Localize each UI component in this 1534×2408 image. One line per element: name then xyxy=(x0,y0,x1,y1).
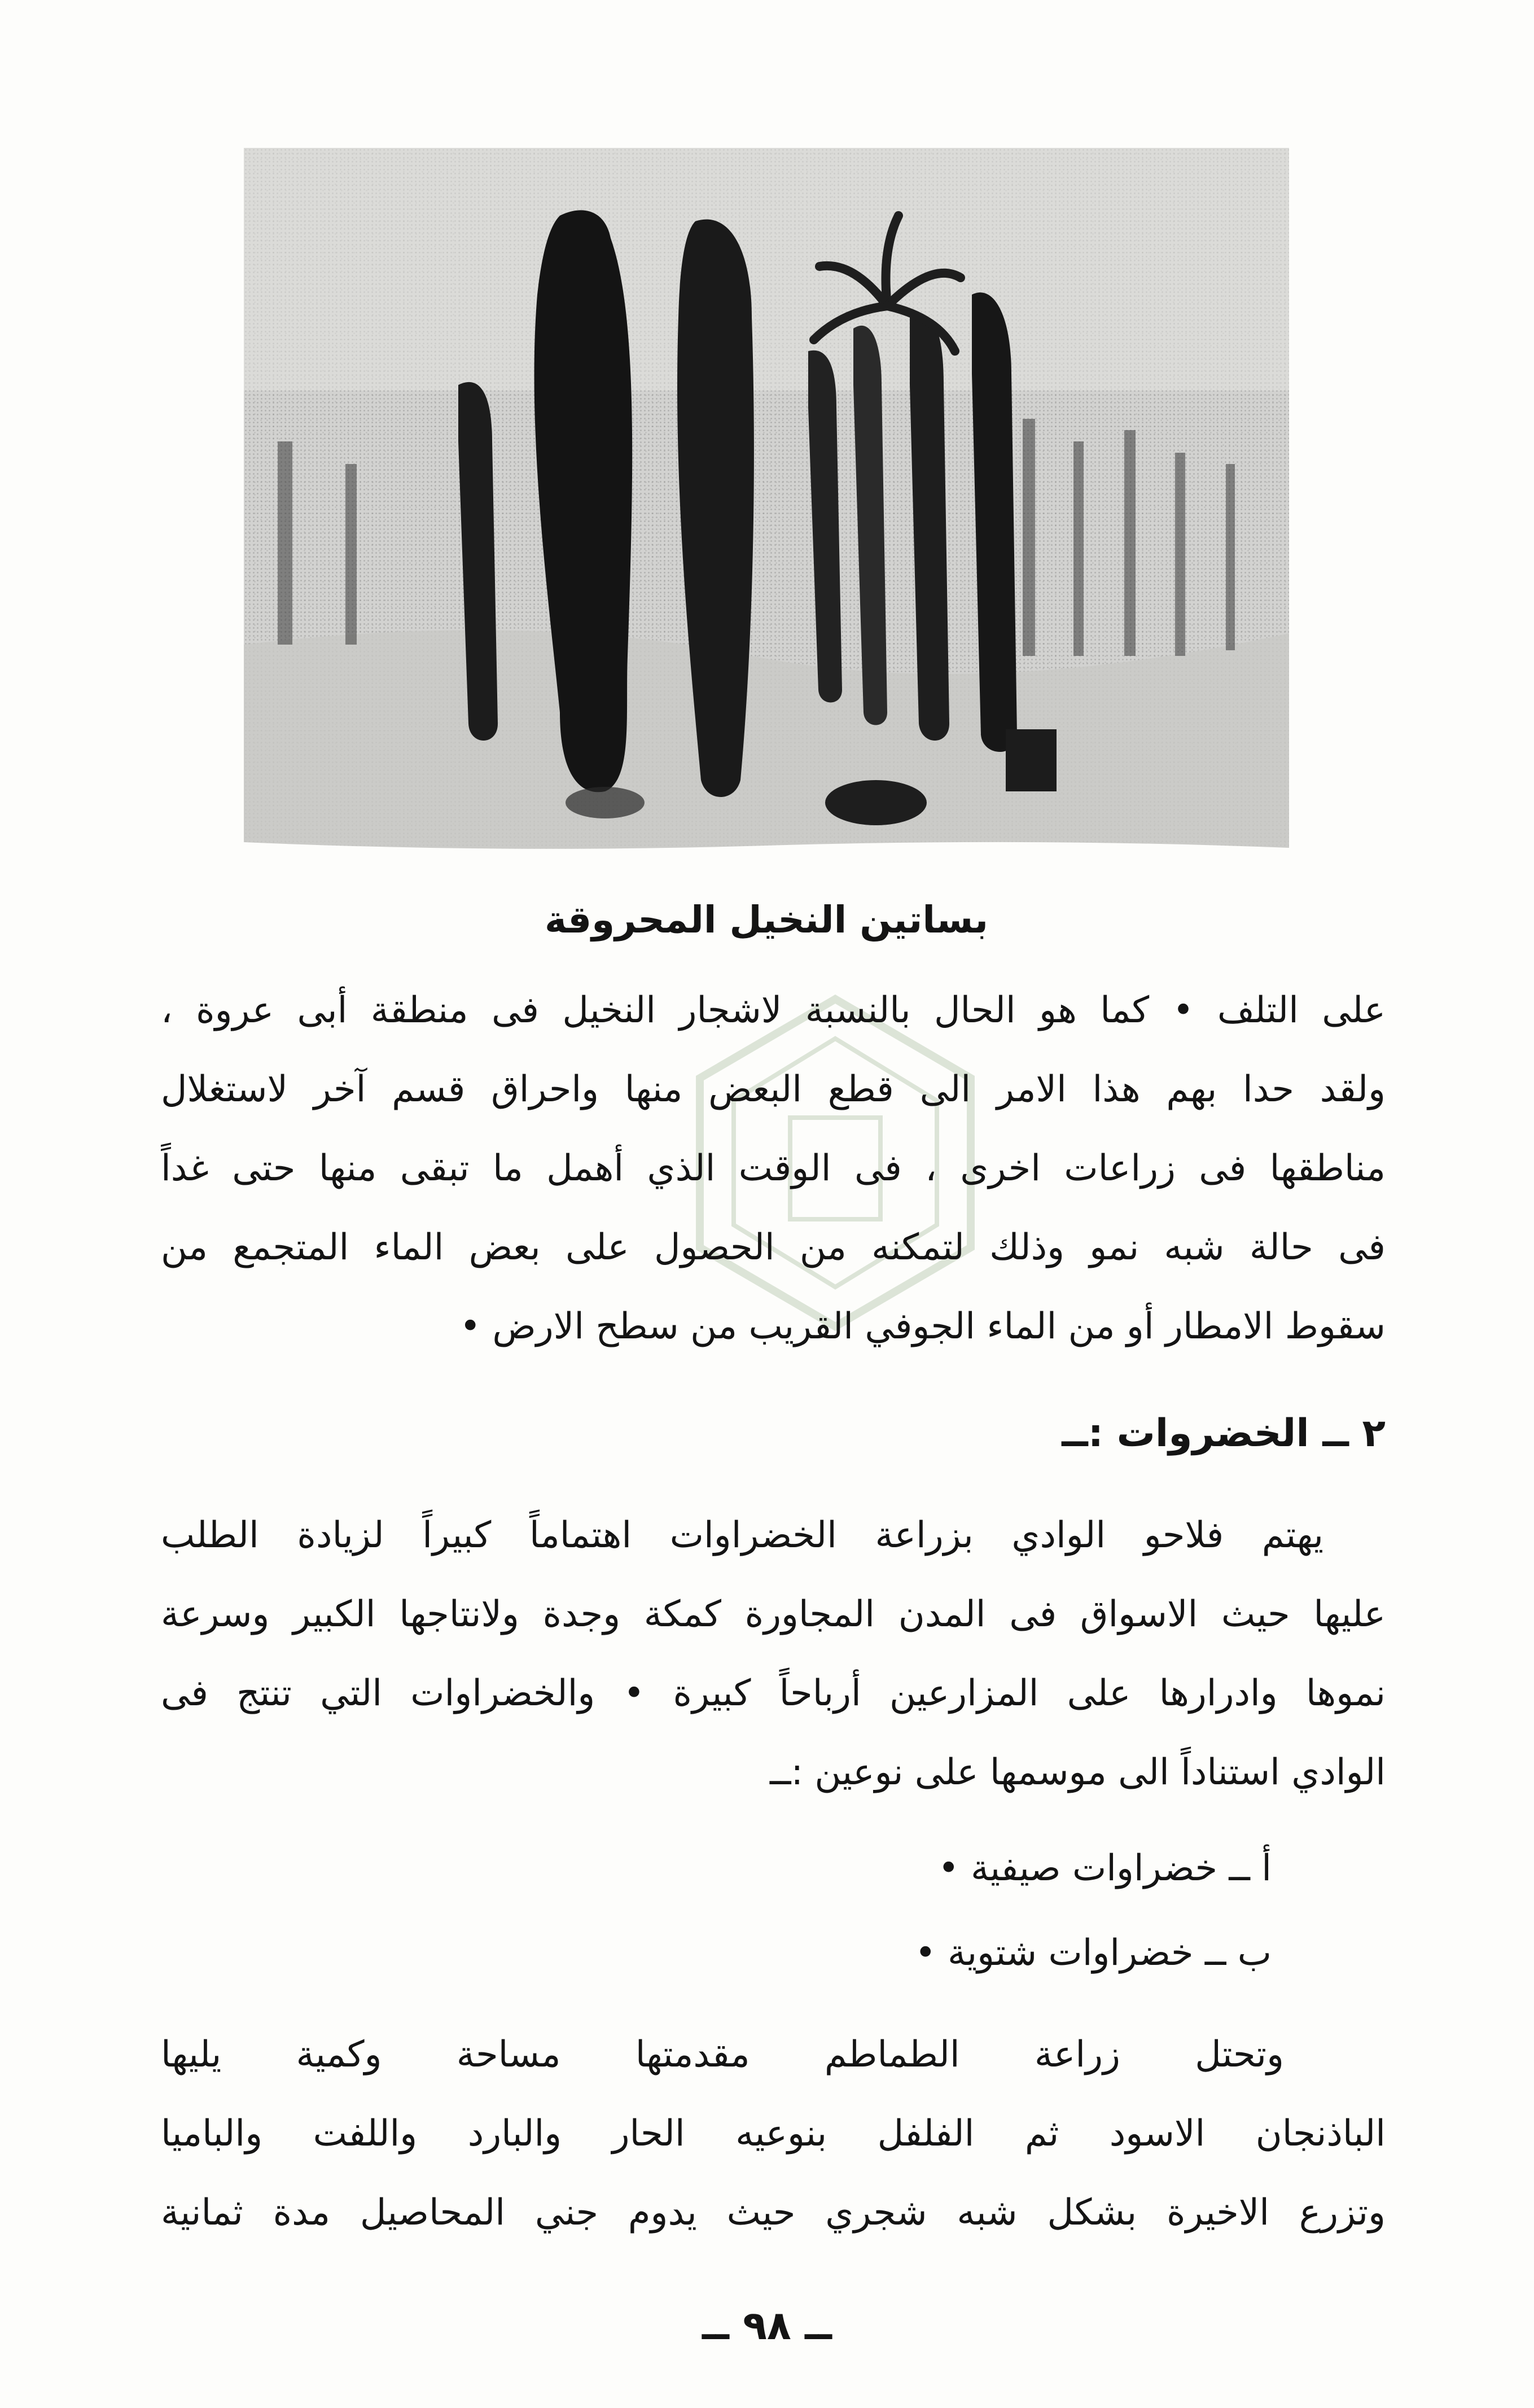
photo-caption: بساتين النخيل المحروقة xyxy=(544,898,989,942)
text-line: نموها وادرارها على المزارعين أرباحاً كبيرة • والخضراوات التي تنتج فى xyxy=(161,1673,1386,1714)
list-item-winter: ب ــ خضراوات شتوية • xyxy=(914,1932,1272,1974)
palm-grove-illustration xyxy=(244,148,1289,855)
text-line: الباذنجان الاسود ثم الفلفل بنوعيه الحار والبارد واللفت والباميا xyxy=(161,2113,1386,2155)
text-line: عليها حيث الاسواق فى المدن المجاورة كمكة وجدة ولانتاجها الكبير وسرعة xyxy=(161,1593,1386,1635)
text-line: فى حالة شبه نمو وذلك لتمكنه من الحصول على بعض الماء المتجمع من xyxy=(161,1227,1386,1268)
text-line: سقوط الامطار أو من الماء الجوفي القريب من سطح الارض • xyxy=(459,1306,1386,1347)
paragraph-3 xyxy=(161,2015,1386,2252)
text-line: مناطقها فى زراعات اخرى ، فى الوقت الذي أهمل ما تبقى منها حتى غداً xyxy=(161,1148,1386,1189)
text-line: يهتم فلاحو الوادي بزراعة الخضراوات اهتماماً كبيراً لزيادة الطلب xyxy=(161,1514,1323,1556)
text-line: ولقد حدا بهم هذا الامر الى قطع البعض منها واحراق قسم آخر لاستغلال xyxy=(161,1069,1386,1110)
burned-palm-grove-photo xyxy=(244,148,1289,855)
paragraph-1 xyxy=(161,971,1386,1366)
page-number: ــ ٩٨ ــ xyxy=(702,2302,832,2349)
text-line: وتزرع الاخيرة بشكل شبه شجري حيث يدوم جني المحاصيل مدة ثمانية xyxy=(161,2192,1386,2234)
list-item-summer: أ ــ خضراوات صيفية • xyxy=(937,1847,1272,1889)
text-line: وتحتل زراعة الطماطم مقدمتها مساحة وكمية يليها xyxy=(161,2034,1284,2076)
section-heading-vegetables: ٢ ــ الخضروات :ــ xyxy=(1062,1411,1386,1456)
paragraph-2 xyxy=(161,1496,1386,1812)
text-line: على التلف • كما هو الحال بالنسبة لاشجار النخيل فى منطقة أبى عروة ، xyxy=(161,990,1386,1031)
text-line: الوادي استناداً الى موسمها على نوعين :ــ xyxy=(769,1752,1386,1793)
